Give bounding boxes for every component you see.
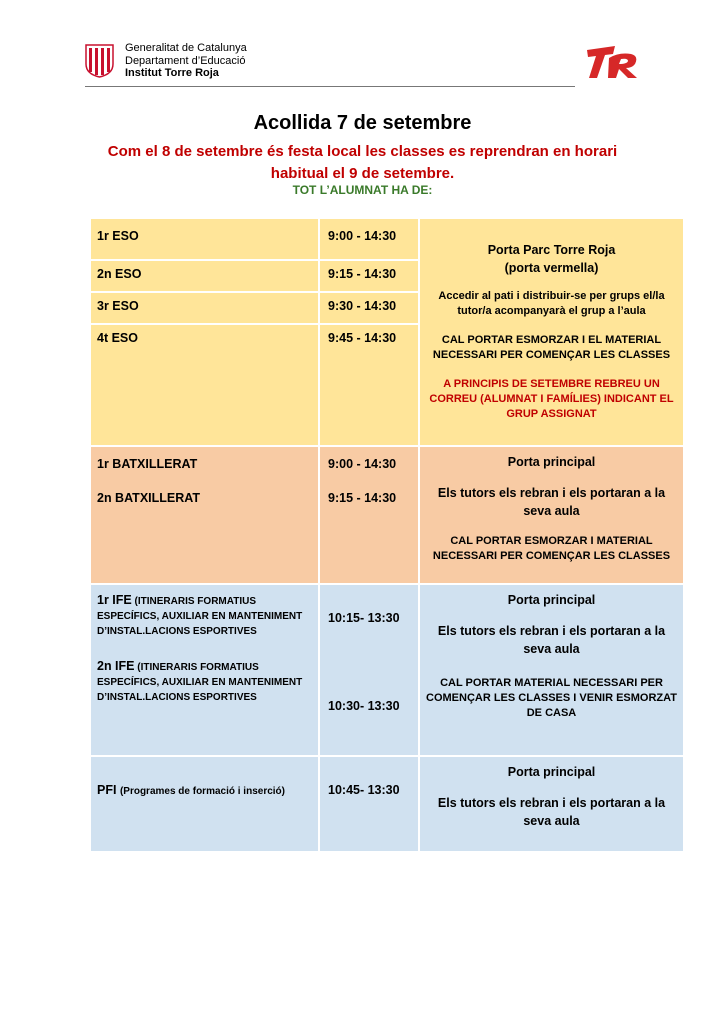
- institution-name: [125, 42, 247, 80]
- eso-access: Accedir al pati i distribuir-se per grups el/la tutor/a acompanyarà el grup a l’aula: [438, 290, 665, 317]
- batx-row-2-time: 9:15 - 14:30: [328, 491, 397, 505]
- batx-bring: CAL PORTAR ESMORZAR I MATERIAL NECESSARI PER COMENÇAR LES CLASSES: [432, 535, 671, 562]
- batx-info: [420, 447, 683, 583]
- ife-times: [320, 585, 418, 755]
- eso-bring: CAL PORTAR ESMORZAR I EL MATERIAL NECESSARI PER COMENÇAR LES CLASSES: [432, 334, 671, 361]
- ife-info: [420, 585, 683, 755]
- generalitat-logo-icon: [85, 44, 114, 78]
- batx-row-1-group: 1r BATXILLERAT: [97, 457, 198, 471]
- institute-line: Institut Torre Roja: [125, 67, 219, 79]
- pfi-group: PFI (Programes de formació i inserció): [91, 757, 318, 851]
- pfi-tutors: Els tutors els rebran i els portaran a la seva aula: [437, 796, 666, 828]
- pfi-info: [420, 757, 683, 851]
- ife-row-1-time: 10:15- 13:30: [328, 611, 400, 625]
- batx-door: Porta principal: [507, 455, 596, 469]
- gencat-line: Generalitat de Catalunya: [125, 42, 247, 54]
- batx-row-2-group: 2n BATXILLERAT: [97, 491, 201, 505]
- eso-row-4-time: 9:45 - 14:30: [320, 325, 418, 445]
- eso-row-1-group: 1r ESO: [91, 219, 318, 259]
- eso-row-1-time: 9:00 - 14:30: [320, 219, 418, 259]
- holiday-notice: Com el 8 de setembre és festa local les classes es reprendran en horari habitual el 9 de setembre.: [107, 143, 618, 182]
- ife-row-2-time: 10:30- 13:30: [328, 699, 400, 713]
- ife-groups: [91, 585, 318, 755]
- ife-tutors: Els tutors els rebran i els portaran a la seva aula: [437, 624, 666, 656]
- eso-row-2-group: 2n ESO: [91, 261, 318, 291]
- eso-row-4-group: 4t ESO: [91, 325, 318, 445]
- batx-tutors: Els tutors els rebran i els portaran a la seva aula: [437, 486, 666, 518]
- pfi-door: Porta principal: [507, 765, 596, 779]
- batx-row-1-time: 9:00 - 14:30: [328, 457, 397, 471]
- ife-bring: CAL PORTAR MATERIAL NECESSARI PER COMENÇAR LES CLASSES I VENIR ESMORZAT DE CASA: [426, 677, 677, 719]
- department-line: Departament d’Educació: [125, 54, 246, 67]
- batx-times: [320, 447, 418, 583]
- batx-groups: [91, 447, 318, 583]
- eso-row-3-group: 3r ESO: [91, 293, 318, 323]
- document-header: [85, 40, 575, 87]
- torre-roja-logo-icon: [585, 44, 639, 80]
- subtitle: TOT L’ALUMNAT HA DE:: [292, 183, 433, 197]
- eso-row-3-time: 9:30 - 14:30: [320, 293, 418, 323]
- pfi-time: 10:45- 13:30: [320, 757, 418, 851]
- eso-row-2-time: 9:15 - 14:30: [320, 261, 418, 291]
- eso-info: [420, 219, 683, 445]
- ife-row-1: 1r IFE (ITINERARIS FORMATIUS ESPECÍFICS, AUXILIAR EN MANTENIMENT D’INSTAL.LACIONS ESPORTIVES: [97, 593, 303, 637]
- eso-door: Porta Parc Torre Roja: [487, 243, 616, 257]
- eso-email: A PRINCIPIS DE SETEMBRE REBREU UN CORREU (ALUMNAT I FAMÍLIES) INDICANT EL GRUP ASSIGNAT: [429, 378, 674, 420]
- eso-door-note: (porta vermella): [504, 261, 599, 275]
- schedule-table: [91, 219, 683, 851]
- ife-door: Porta principal: [507, 593, 596, 607]
- page-title: Acollida 7 de setembre: [253, 112, 472, 134]
- ife-row-2: 2n IFE (ITINERARIS FORMATIUS ESPECÍFICS, AUXILIAR EN MANTENIMENT D’INSTAL.LACIONS ESPORTIVES: [97, 659, 303, 703]
